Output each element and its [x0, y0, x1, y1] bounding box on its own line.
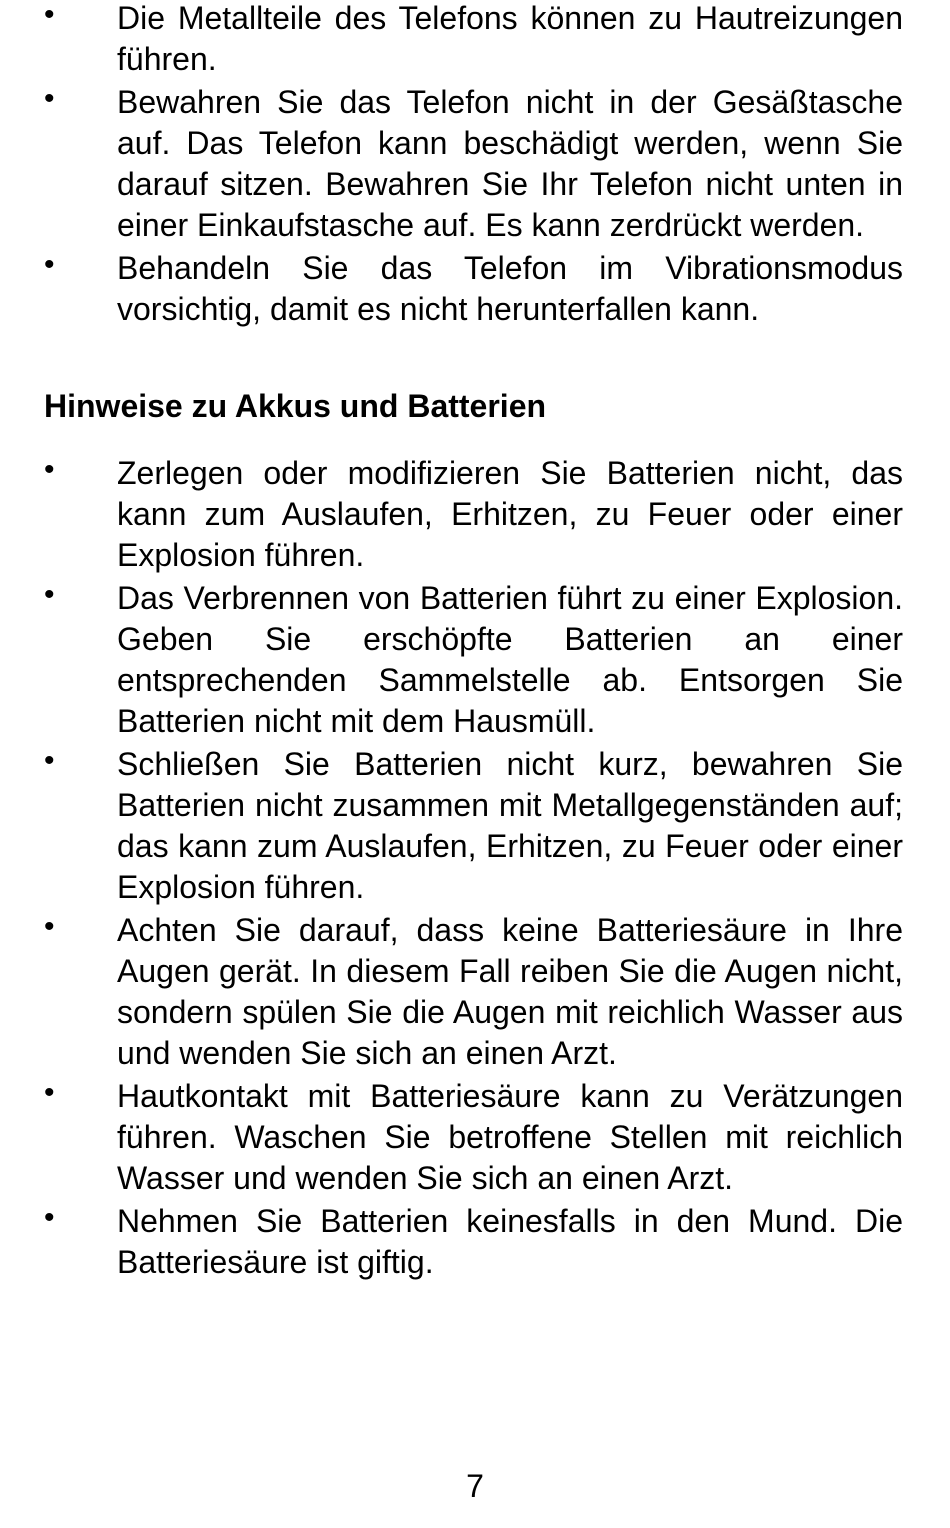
list-item [0, 0, 903, 80]
bullet-icon: • [44, 910, 55, 943]
list-item [0, 248, 903, 330]
page-number: 7 [466, 1468, 484, 1504]
list-item [0, 453, 903, 576]
bullet-icon: • [44, 1076, 55, 1109]
list-item-text: Nehmen Sie Batterien keinesfalls in den Mund. Die Batteriesäure ist giftig. [117, 1203, 903, 1280]
bullet-icon: • [44, 248, 55, 281]
bullet-icon: • [44, 1201, 55, 1234]
bullet-icon: • [44, 453, 55, 486]
list-item-text: Zerlegen oder modifizieren Sie Batterien nicht, das kann zum Auslaufen, Erhitzen, zu Feuer oder einer Explosion führen. [117, 455, 903, 573]
list-item-text: Hautkontakt mit Batteriesäure kann zu Verätzungen führen. Waschen Sie betroffene Stellen mit reichlich Wasser und wenden Sie sich an einen Arzt. [117, 1078, 903, 1196]
bullet-icon: • [44, 82, 55, 115]
list-item-text: Achten Sie darauf, dass keine Batteriesäure in Ihre Augen gerät. In diesem Fall reiben Sie die Augen nicht, sondern spülen Sie die Augen mit reichlich Wasser aus und wenden Sie sich an einen Arzt. [117, 912, 903, 1071]
list-item [0, 82, 903, 246]
list-item-text: Die Metallteile des Telefons können zu Hautreizungen führen. [117, 0, 903, 77]
list-item-text: Bewahren Sie das Telefon nicht in der Gesäßtasche auf. Das Telefon kann beschädigt werden, wenn Sie darauf sitzen. Bewahren Sie Ihr Telefon nicht unten in einer Einkaufstasche auf. Es kann zerdrückt werden. [117, 84, 903, 243]
battery-bullet-list [0, 453, 950, 1285]
bullet-icon: • [44, 0, 55, 31]
list-item-text: Schließen Sie Batterien nicht kurz, bewahren Sie Batterien nicht zusammen mit Metallgegenständen auf; das kann zum Auslaufen, Erhitzen, zu Feuer oder einer Explosion führen. [117, 746, 903, 905]
list-item-text: Das Verbrennen von Batterien führt zu einer Explosion. Geben Sie erschöpfte Batterien an einer entsprechenden Sammelstelle ab. Entsorgen Sie Batterien nicht mit dem Hausmüll. [117, 580, 903, 739]
list-item-text: Behandeln Sie das Telefon im Vibrationsmodus vorsichtig, damit es nicht herunterfallen kann. [117, 250, 903, 327]
list-item [0, 744, 903, 908]
section-heading: Hinweise zu Akkus und Batterien [44, 388, 547, 424]
safety-bullet-list [0, 0, 950, 332]
list-item [0, 1076, 903, 1199]
list-item [0, 578, 903, 742]
bullet-icon: • [44, 744, 55, 777]
list-item [0, 910, 903, 1074]
bullet-icon: • [44, 578, 55, 611]
list-item [0, 1201, 903, 1283]
